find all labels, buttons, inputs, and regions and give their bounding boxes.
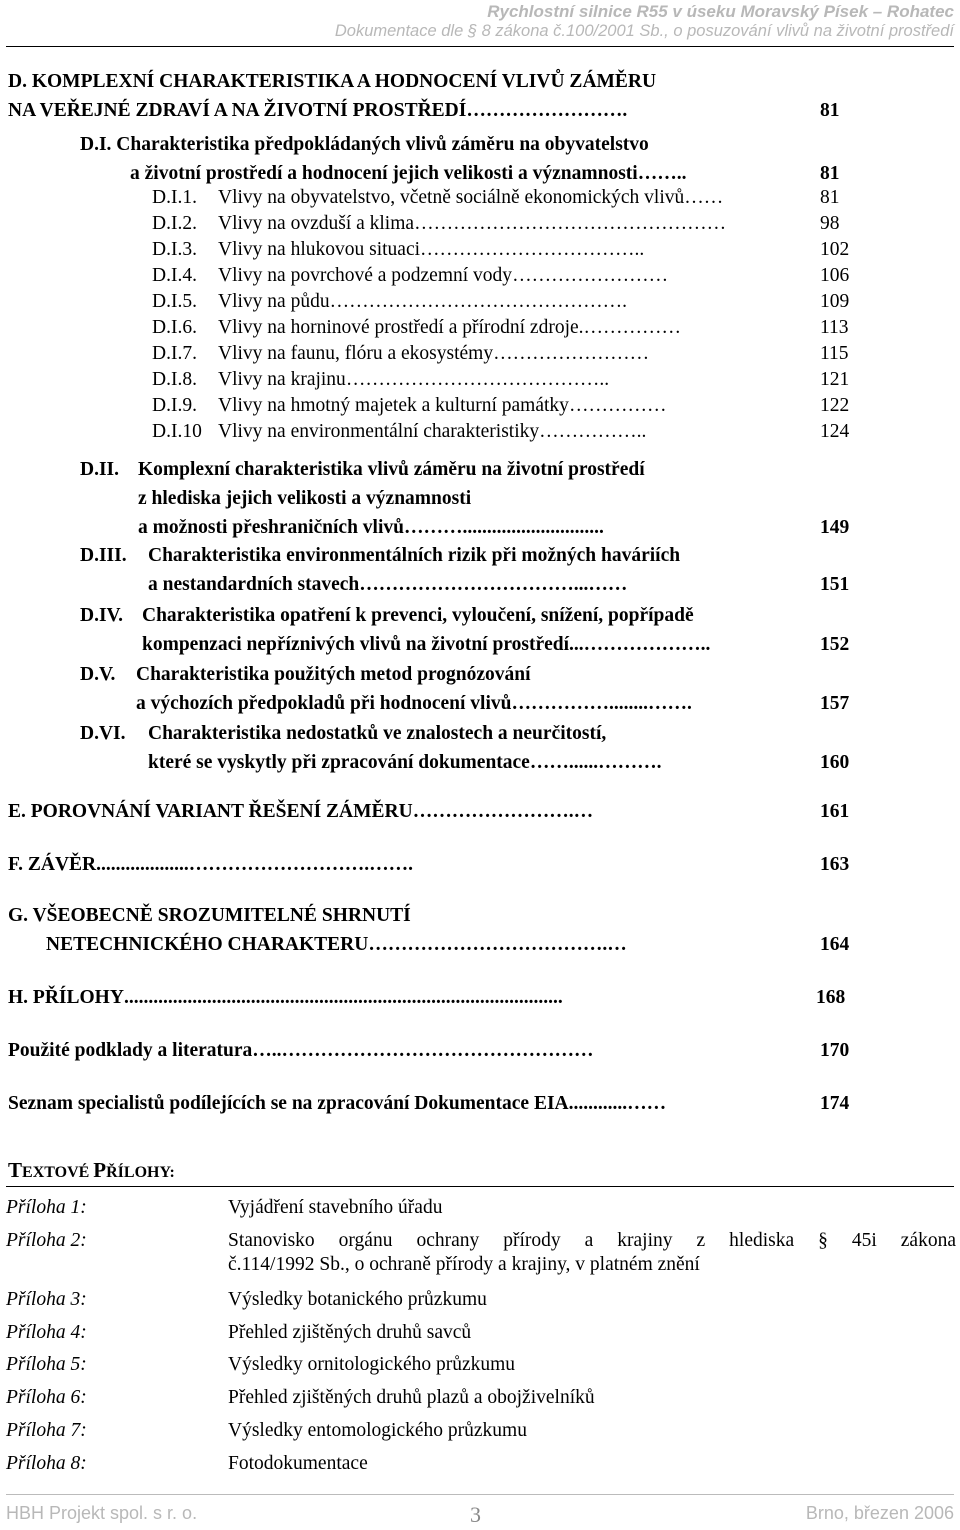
toc-specialists: Seznam specialistů podílejících se na zpracování Dokumentace EIA............…… [8,1093,667,1114]
toc-subsection-leader: ………………………………………. [329,291,627,312]
toc-dvi-code: D.VI. [80,723,126,744]
toc-literature-page: 170 [820,1040,850,1061]
attachments-heading: TEXTOVÉ PŘÍLOHY: [8,1158,175,1182]
toc-dv-line2: a výchozích předpokladů při hodnocení vlivů……………........……. [136,693,692,714]
toc-d-line2: NA VEŘEJNÉ ZDRAVÍ A NA ŽIVOTNÍ PROSTŘEDÍ……………………. [8,100,628,121]
toc-subsection-page: 102 [820,239,850,260]
toc-subsection-code: D.I.6. [152,317,197,338]
toc-subsection-title: Vlivy na hlukovou situaci [218,239,421,260]
toc-dv-line1: Charakteristika použitých metod prognózování [136,664,531,685]
toc-dii-code: D.II. [80,459,120,480]
toc-div-line1: Charakteristika opatření k prevenci, vyloučení, snížení, popřípadě [142,605,694,626]
toc-subsection-page: 98 [820,213,840,234]
toc-subsection-title: Vlivy na environmentální charakteristiky [218,421,540,442]
toc-diii-line2: a nestandardních stavech……………………………...…… [148,574,628,595]
toc-section-h: H. PŘÍLOHY.......................................................................................... [8,987,563,1008]
toc-dv-page: 157 [820,693,850,714]
toc-dii-line3: a možnosti přeshraničních vlivů………............................. [138,517,604,538]
toc-subsection-leader: ………………………………….. [345,369,610,390]
toc-subsection-item [152,391,666,420]
toc-subsection-item [152,417,646,446]
toc-diii-code: D.III. [80,545,127,566]
toc-subsection-item [152,339,649,368]
toc-section-d [8,67,656,125]
toc-subsection-title: Vlivy na faunu, flóru a ekosystémy [218,343,494,364]
toc-subsection-page: 106 [820,265,850,286]
toc-subsection-page: 81 [820,187,840,208]
toc-subsection-code: D.I.9. [152,395,197,416]
toc-subsection-leader: …………………… [493,343,650,364]
toc-subsection-title: Vlivy na povrchové a podzemní vody [218,265,513,286]
toc-subsection-leader: …………….. [539,421,647,442]
toc-subsection-page: 115 [820,343,849,364]
toc-subsection-leader: …………………… [512,265,669,286]
toc-g-page: 164 [820,934,850,955]
toc-subsection-title: Vlivy na krajinu [218,369,346,390]
toc-di-page: 81 [820,163,840,184]
toc-subsection-code: D.I.3. [152,239,197,260]
toc-dii-line2: z hlediska jejich velikosti a významnosti [138,488,472,509]
header-project-title: Rychlostní silnice R55 v úseku Moravský Písek – Rohatec [487,2,954,21]
toc-subsection-page: 122 [820,395,850,416]
attachments-rule [6,1186,954,1187]
toc-literature: Použité podklady a literatura…..………………………………………… [8,1040,594,1061]
toc-dvi-page: 160 [820,752,850,773]
footer-page-number: 3 [470,1502,481,1527]
toc-e-page: 161 [820,801,850,822]
toc-subsection-leader: …………………………….. [420,239,645,260]
toc-diii-page: 151 [820,574,850,595]
toc-subsection-item [152,313,681,342]
toc-subsection-leader: …………… [583,317,682,338]
toc-section-di [80,130,686,188]
toc-subsection-code: D.I.4. [152,265,197,286]
toc-g-line2: NETECHNICKÉHO CHARAKTERU……………………………….… [46,934,627,955]
toc-f-page: 163 [820,854,850,875]
toc-subsection-code: D.I.2. [152,213,197,234]
toc-dii-line1: Komplexní charakteristika vlivů záměru na životní prostředí [138,459,645,480]
toc-subsection-leader: ………………………………………… [414,213,727,234]
toc-subsection-title: Vlivy na horninové prostředí a přírodní zdroje. [218,317,584,338]
toc-subsection-title: Vlivy na půdu [218,291,330,312]
toc-dii-page: 149 [820,517,850,538]
toc-d-line1: D. KOMPLEXNÍ CHARAKTERISTIKA A HODNOCENÍ VLIVŮ ZÁMĚRU [8,71,657,92]
toc-specialists-page: 174 [820,1093,850,1114]
toc-g-line1: G. VŠEOBECNĚ SROZUMITELNÉ SHRNUTÍ [8,905,411,926]
toc-di-line2: a životní prostředí a hodnocení jejich velikosti a významnosti…….. [130,163,687,184]
toc-subsection-title: Vlivy na ovzduší a klima [218,213,415,234]
toc-subsection-page: 109 [820,291,850,312]
toc-d-page: 81 [820,100,840,121]
toc-subsection-title: Vlivy na hmotný majetek a kulturní památky [218,395,569,416]
toc-dvi-line2: které se vyskytly při zpracování dokumentace……......………. [148,752,662,773]
toc-subsection-page: 121 [820,369,850,390]
header-document-subtitle: Dokumentace dle § 8 zákona č.100/2001 Sb., o posuzování vlivů na životní prostředí [334,22,954,40]
toc-div-page: 152 [820,634,850,655]
toc-section-e: E. POROVNÁNÍ VARIANT ŘEŠENÍ ZÁMĚRU…………………….… [8,801,594,822]
toc-subsection-code: D.I.7. [152,343,197,364]
toc-subsection-code: D.I.8. [152,369,197,390]
toc-subsection-page: 124 [820,421,850,442]
footer-rule [6,1494,954,1495]
toc-subsection-title: Vlivy na obyvatelstvo, včetně sociálně ekonomických vlivů [218,187,685,208]
footer-company: HBH Projekt spol. s r. o. [6,1503,198,1523]
toc-subsection-code: D.I.10 [152,421,202,442]
toc-subsection-item [152,235,644,264]
header-rule [6,46,954,47]
toc-diii-line1: Charakteristika environmentálních rizik při možných haváriích [148,545,681,566]
toc-section-f: F. ZÁVĚR...................……………………….……. [8,854,414,875]
toc-subsection-item [152,365,609,394]
toc-h-page: 168 [816,987,846,1008]
toc-subsection-code: D.I.5. [152,291,197,312]
toc-div-line2: kompenzaci nepříznivých vlivů na životní prostředí...……………….. [142,634,711,655]
toc-subsection-item [152,209,726,238]
toc-section-g [8,901,627,959]
toc-subsection-item [152,261,668,290]
footer-place-date: Brno, březen 2006 [805,1503,954,1523]
toc-dvi-line1: Charakteristika nedostatků ve znalostech a neurčitostí, [148,723,607,744]
toc-di-line1: D.I. Charakteristika předpokládaných vlivů záměru na obyvatelstvo [80,134,649,155]
toc-subsection-leader: …… [684,187,724,208]
toc-subsection-page: 113 [820,317,849,338]
toc-subsection-code: D.I.1. [152,187,197,208]
toc-div-code: D.IV. [80,605,123,626]
toc-dv-code: D.V. [80,664,116,685]
toc-subsection-leader: …………… [568,395,667,416]
toc-subsection-item [152,287,627,316]
toc-subsection-item [152,183,723,212]
